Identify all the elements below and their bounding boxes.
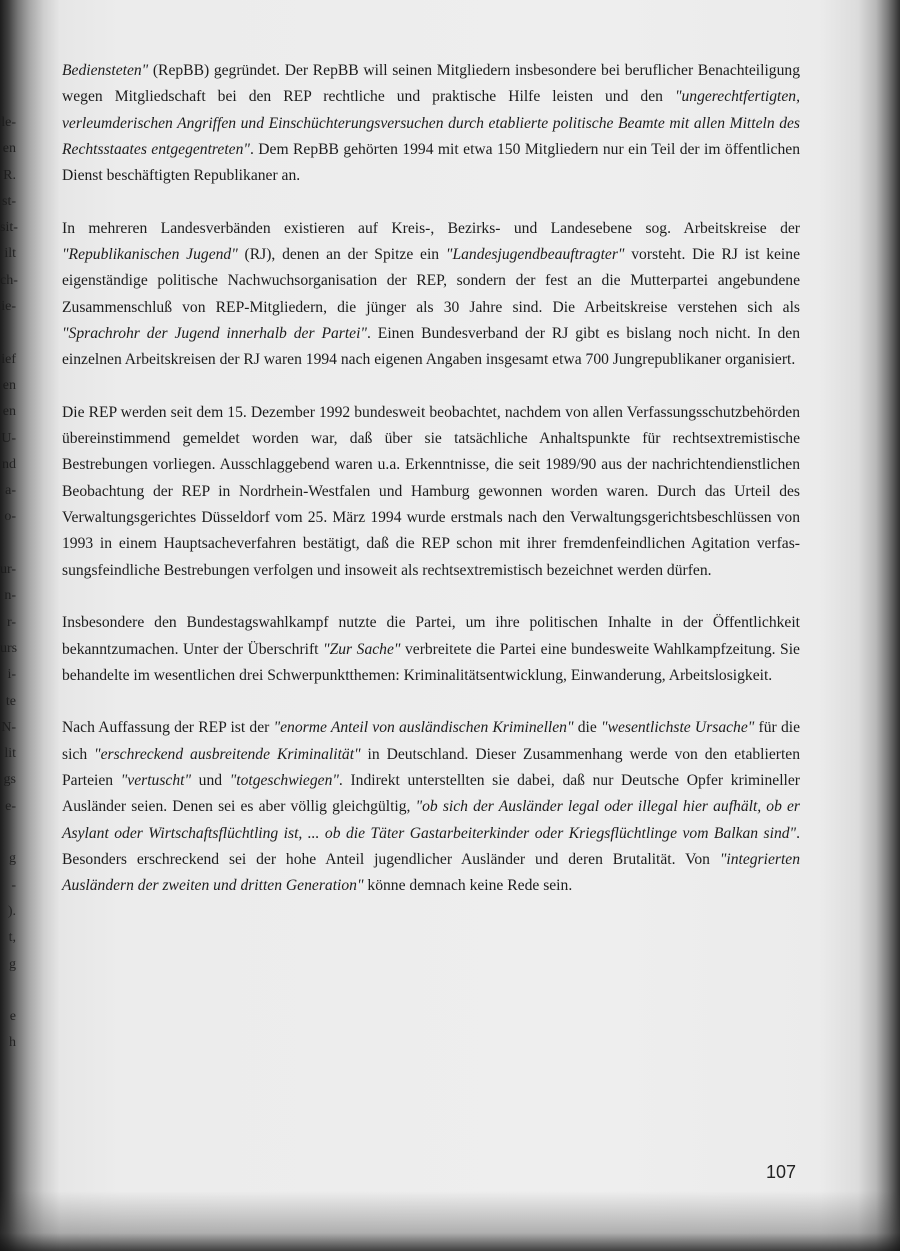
quoted-phrase: "Sprachrohr der Jugend innerhalb der Partei": [62, 324, 367, 342]
paragraph: [62, 216, 800, 374]
quoted-phrase: "enorme Anteil von ausländischen Kriminellen": [273, 719, 574, 737]
text-run: . Einen Bundesverband der RJ gibt es bislang noch nicht. In den einzelnen Arbeitskreisen der RJ waren 1994 nach eigenen Angaben insgesamt etwa 700 Jungrepublikaner organisiert.: [62, 324, 800, 369]
text-run: . Dem RepBB gehörten 1994 mit etwa 150 Mitgliedern nur ein Teil der im öffentlichen Dienst beschäftigten Republikaner an.: [62, 140, 800, 185]
quoted-phrase: "vertuscht": [120, 772, 191, 790]
adjacent-page-margin-fragments: [0, 110, 16, 1057]
margin-fragment: ilt: [4, 246, 16, 262]
paragraph: [62, 715, 800, 899]
margin-fragment: i-: [7, 667, 16, 683]
text-run: (RepBB) gegründet. Der RepBB will seinen Mitgliedern insbesondere bei beruflicher Benachteiligung wegen Mitgliedschaft bei den REP rechtliche und praktische Hilfe leisten und den: [62, 62, 800, 106]
text-run: in Deutschland. Dieser Zusammenhang werde von den etablierten Parteien: [62, 745, 800, 790]
text-run: könne demnach keine Rede sein.: [363, 877, 573, 895]
margin-fragment: ch-: [0, 272, 18, 288]
margin-fragment: n-: [4, 588, 16, 604]
margin-fragment: en: [2, 141, 16, 157]
margin-fragment: gs: [3, 772, 16, 788]
margin-fragment: ief: [1, 351, 16, 367]
text-run: verbreitete die Partei eine bundesweite Wahlkampfzeitung. Sie behandelte im wesentlichen drei Schwerpunktthemen: Kriminalitätsentwicklung, Einwanderung, Arbeitslosigkeit.: [62, 640, 800, 684]
text-run: In mehreren Landesverbänden existieren auf Kreis-, Bezirks- und Landesebene sog. Arbeitskreise der: [62, 219, 800, 237]
margin-fragment: en: [2, 404, 16, 420]
quoted-phrase: "ungerechtfertigten, verleumderischen Angriffen und Einschüchterungsversuchen durch etablierte politische Beamte mit allen Mitteln des Rechtsstaates entgegentreten": [62, 88, 800, 158]
margin-fragment: urs: [0, 640, 18, 656]
margin-fragment: st-: [2, 193, 16, 209]
quoted-phrase: "Republikanischen Jugend": [62, 246, 238, 264]
text-run: (RJ), denen an der Spitze ein: [237, 246, 446, 264]
margin-fragment: r-: [6, 614, 16, 630]
margin-fragment: N-: [1, 719, 16, 735]
margin-fragment: t,: [8, 930, 16, 946]
margin-fragment: te: [5, 693, 16, 709]
paragraph: [62, 400, 800, 584]
margin-fragment: lit: [4, 746, 16, 762]
quoted-phrase: "totgeschwiegen": [229, 772, 339, 790]
text-run: Die REP werden seit dem 15. Dezember 1992 bundesweit beobachtet, nachdem von allen Verfassungsschutzbehörden übereinstimmend gemeldet worden war, daß über sie tatsächliche Anhaltspunkte für rechtsextremistische Bestrebungen vorliegen. Ausschlaggebend waren u.a. Erkenntnisse, die seit 1989/90 aus der nachrichtendienstlichen Beobachtung der REP in Nordrhein-Westfalen und Hamburg gewonnen worden waren. Durch das Urteil des Verwaltungsgerichtes Düsseldorf vom 25. März 1994 wurde erstmals nach den Verwaltungsgerichtsbeschlüssen von 1993 in einem Hauptsacheverfahren bestätigt, daß die REP schon mit ihrer fremdenfeindlichen Agitation verfassungsfeindliche Bestrebungen verfolgen und insoweit als rechtsextremistisch bezeichnet werden dürfen.: [62, 403, 800, 579]
margin-fragment: nd: [2, 456, 16, 472]
margin-fragment: e: [9, 1009, 16, 1025]
margin-fragment: U-: [1, 430, 16, 446]
quoted-phrase: Bediensteten": [62, 62, 149, 79]
text-run: vorsteht. Die RJ ist keine eigenständige politische Nachwuchsorganisation der REP, sondern der fest an die Mutterpartei angebundene Zusammenschluß von REP-Mitgliedern, die jünger als 30 Jahre sind. Die Arbeitskreise verstehen sich als: [62, 246, 800, 316]
page-body-text: [62, 58, 800, 926]
margin-fragment: a-: [5, 483, 16, 499]
margin-fragment: h: [9, 1035, 16, 1051]
text-run: Insbesondere den Bundestagswahlkampf nutzte die Partei, um ihre politischen Inhalte in der Öffentlichkeit bekanntzumachen. Unter der Überschrift: [62, 614, 800, 658]
text-run: . Indirekt unterstellten sie dabei, daß nur Deutsche Opfer krimineller Ausländer seien. Denen sei es aber völlig gleichgültig,: [62, 772, 800, 816]
quoted-phrase: "ob sich der Ausländer legal oder illegal hier aufhält, ob er Asylant oder Wirtschaftsflüchtling ist, ... ob die Täter Gastarbeiterkinder oder Kriegsflüchtlinge vom Balkan sind": [62, 798, 800, 842]
margin-fragment: -: [11, 877, 16, 893]
margin-fragment: R.: [3, 167, 16, 183]
margin-fragment: ur-: [0, 562, 17, 578]
text-run: die: [573, 719, 602, 737]
margin-fragment: en: [2, 377, 16, 393]
quoted-phrase: "erschreckend ausbreitende Kriminalität": [94, 745, 361, 763]
text-run: Nach Auffassung der REP ist der: [62, 719, 274, 737]
margin-fragment: g: [9, 956, 16, 972]
paragraph: [62, 610, 800, 689]
text-run: . Besonders erschreckend sei der hohe Anteil jugendlicher Ausländer und deren Brutalität. Von: [62, 824, 800, 868]
margin-fragment: ie-: [1, 299, 16, 315]
quoted-phrase: "wesentlichste Ursache": [601, 719, 755, 737]
quoted-phrase: "integrierten Ausländern der zweiten und dritten Generation": [62, 850, 800, 895]
margin-fragment: ).: [7, 903, 16, 919]
quoted-phrase: "Landesjugendbeauftragter": [445, 246, 625, 264]
margin-fragment: g: [9, 851, 16, 867]
margin-fragment: sit-: [0, 220, 18, 236]
text-run: für die sich: [62, 719, 801, 763]
margin-fragment: e-: [5, 798, 16, 814]
quoted-phrase: "Zur Sache": [323, 640, 401, 658]
margin-fragment: o-: [4, 509, 16, 525]
text-run: und: [191, 772, 230, 790]
paragraph: [62, 58, 800, 189]
page-number: 107: [765, 1162, 796, 1182]
margin-fragment: le-: [1, 115, 16, 130]
